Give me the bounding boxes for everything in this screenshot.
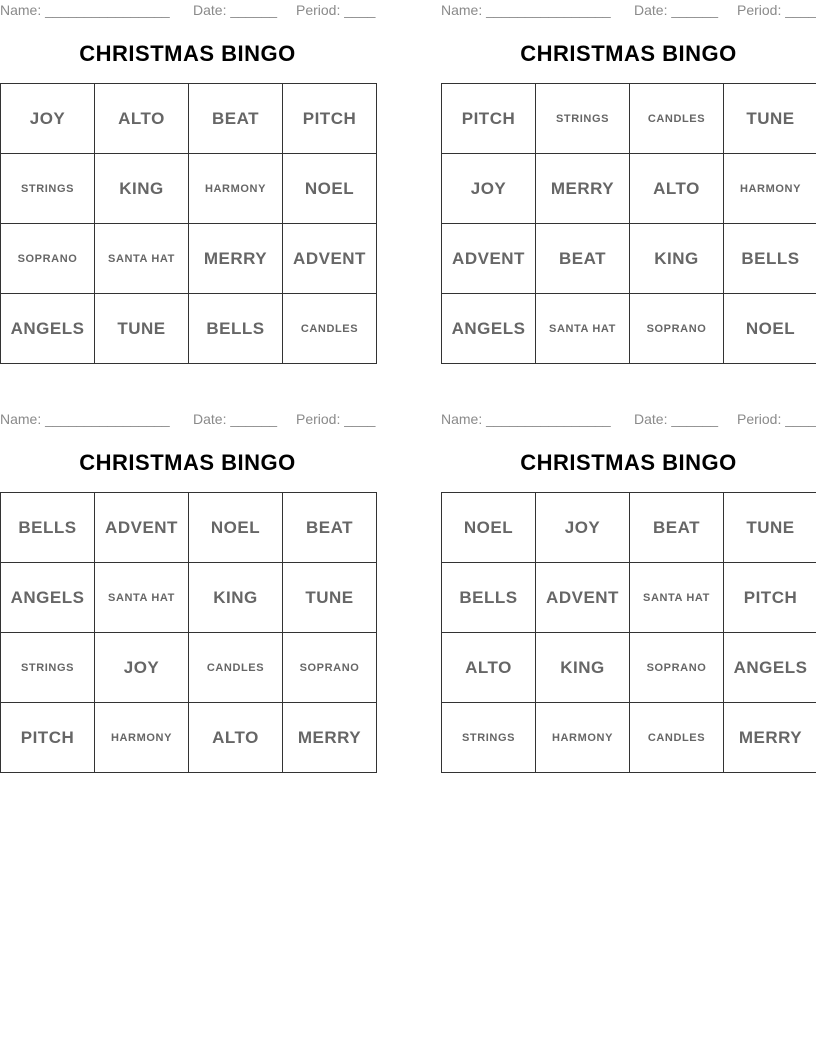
bingo-cell: ADVENT <box>442 224 536 294</box>
bingo-cell: KING <box>536 633 630 703</box>
grid-row <box>442 154 816 224</box>
grid-row <box>442 493 816 563</box>
bingo-cell: TUNE <box>724 84 816 154</box>
bingo-cell: SANTA HAT <box>95 563 189 633</box>
name-field: Name: ________________ <box>441 2 611 18</box>
grid-row <box>1 84 377 154</box>
bingo-cell: ADVENT <box>283 224 377 294</box>
bingo-cell: ALTO <box>95 84 189 154</box>
bingo-cell: STRINGS <box>442 703 536 773</box>
card-title: CHRISTMAS BINGO <box>79 450 296 475</box>
bingo-cell: MERRY <box>283 703 377 773</box>
bingo-cell: CANDLES <box>630 703 724 773</box>
bingo-cell: BEAT <box>283 493 377 563</box>
bingo-cell: NOEL <box>724 294 816 364</box>
period-field: Period: ____ <box>296 411 376 427</box>
name-field: Name: ________________ <box>0 411 170 427</box>
bingo-cell: PITCH <box>1 703 95 773</box>
bingo-cell: TUNE <box>724 493 816 563</box>
bingo-cell: BELLS <box>724 224 816 294</box>
bingo-cell: STRINGS <box>536 84 630 154</box>
date-field: Date: ______ <box>193 2 278 18</box>
grid-row <box>442 633 816 703</box>
grid-row <box>1 633 377 703</box>
bingo-cell: ANGELS <box>724 633 816 703</box>
bingo-cell: MERRY <box>536 154 630 224</box>
bingo-grid <box>441 83 816 364</box>
grid-row <box>1 493 377 563</box>
bingo-cell: KING <box>630 224 724 294</box>
bingo-cell: ANGELS <box>1 563 95 633</box>
bingo-cell: HARMONY <box>724 154 816 224</box>
student-info-line <box>441 2 816 20</box>
bingo-card-2 <box>441 0 816 364</box>
name-field: Name: ________________ <box>0 2 170 18</box>
bingo-cell: MERRY <box>724 703 816 773</box>
bingo-cell: ANGELS <box>442 294 536 364</box>
bingo-grid <box>0 492 377 773</box>
grid-row <box>442 84 816 154</box>
bingo-card-4 <box>441 409 816 773</box>
grid-row <box>1 294 377 364</box>
period-field: Period: ____ <box>737 2 816 18</box>
card-title: CHRISTMAS BINGO <box>79 41 296 66</box>
name-field: Name: ________________ <box>441 411 611 427</box>
bingo-cell: BEAT <box>536 224 630 294</box>
bingo-cell: CANDLES <box>630 84 724 154</box>
bingo-cell: SOPRANO <box>1 224 95 294</box>
bingo-cell: SOPRANO <box>283 633 377 703</box>
bingo-cell: SANTA HAT <box>630 563 724 633</box>
bingo-cell: BELLS <box>1 493 95 563</box>
grid-row <box>1 563 377 633</box>
student-info-line <box>441 411 816 429</box>
period-field: Period: ____ <box>737 411 816 427</box>
bingo-cell: STRINGS <box>1 633 95 703</box>
bingo-cell: BELLS <box>442 563 536 633</box>
student-info-line <box>0 411 375 429</box>
bingo-cell: HARMONY <box>536 703 630 773</box>
bingo-cell: SOPRANO <box>630 633 724 703</box>
bingo-cell: ALTO <box>442 633 536 703</box>
bingo-cell: HARMONY <box>95 703 189 773</box>
bingo-cell: ALTO <box>189 703 283 773</box>
bingo-cell: NOEL <box>189 493 283 563</box>
student-info-line <box>0 2 375 20</box>
bingo-cell: BEAT <box>189 84 283 154</box>
bingo-cell: NOEL <box>283 154 377 224</box>
bingo-cell: JOY <box>536 493 630 563</box>
bingo-card-3 <box>0 409 375 773</box>
card-title: CHRISTMAS BINGO <box>520 41 737 66</box>
bingo-cell: JOY <box>95 633 189 703</box>
bingo-cell: MERRY <box>189 224 283 294</box>
grid-row <box>442 563 816 633</box>
period-field: Period: ____ <box>296 2 376 18</box>
grid-row <box>442 224 816 294</box>
grid-row <box>1 703 377 773</box>
bingo-cell: TUNE <box>283 563 377 633</box>
bingo-cell: NOEL <box>442 493 536 563</box>
bingo-grid <box>0 83 377 364</box>
bingo-cell: CANDLES <box>189 633 283 703</box>
bingo-cell: JOY <box>1 84 95 154</box>
bingo-cell: ADVENT <box>95 493 189 563</box>
date-field: Date: ______ <box>634 411 719 427</box>
bingo-cell: PITCH <box>283 84 377 154</box>
bingo-cell: PITCH <box>724 563 816 633</box>
bingo-cell: TUNE <box>95 294 189 364</box>
bingo-cell: HARMONY <box>189 154 283 224</box>
bingo-cell: SANTA HAT <box>536 294 630 364</box>
bingo-cell: ADVENT <box>536 563 630 633</box>
bingo-card-1 <box>0 0 375 364</box>
date-field: Date: ______ <box>634 2 719 18</box>
grid-row <box>1 154 377 224</box>
bingo-cell: PITCH <box>442 84 536 154</box>
grid-row <box>442 703 816 773</box>
card-title: CHRISTMAS BINGO <box>520 450 737 475</box>
bingo-cell: SOPRANO <box>630 294 724 364</box>
grid-row <box>442 294 816 364</box>
bingo-cell: STRINGS <box>1 154 95 224</box>
bingo-cell: CANDLES <box>283 294 377 364</box>
bingo-cell: BELLS <box>189 294 283 364</box>
bingo-cell: SANTA HAT <box>95 224 189 294</box>
bingo-cell: ALTO <box>630 154 724 224</box>
bingo-cell: BEAT <box>630 493 724 563</box>
bingo-cell: KING <box>95 154 189 224</box>
date-field: Date: ______ <box>193 411 278 427</box>
grid-row <box>1 224 377 294</box>
bingo-cell: KING <box>189 563 283 633</box>
bingo-cell: JOY <box>442 154 536 224</box>
bingo-grid <box>441 492 816 773</box>
bingo-cell: ANGELS <box>1 294 95 364</box>
